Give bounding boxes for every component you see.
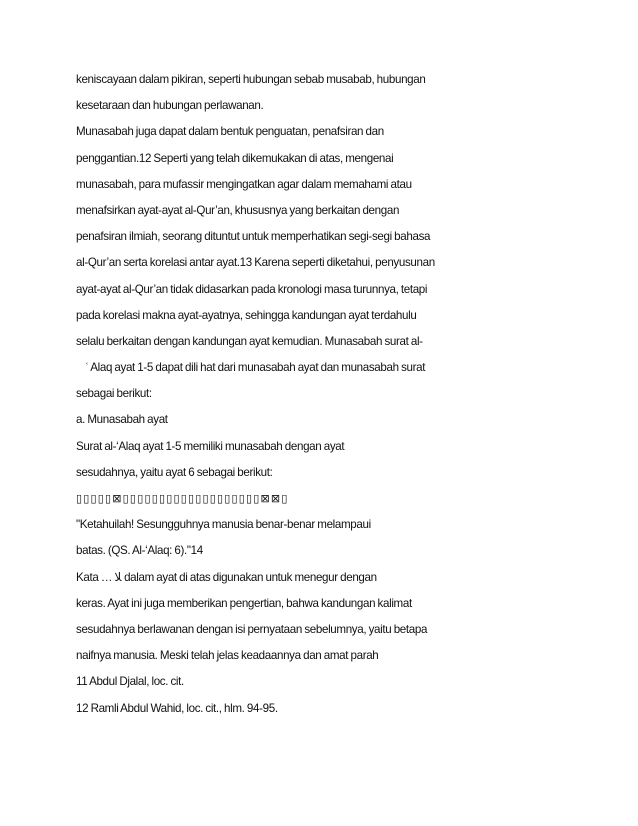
text-line: selalu berkaitan dengan kandungan ayat kemudian. Munasabah surat al- <box>76 334 423 348</box>
text-line: Surat al-‘Alaq ayat 1-5 memiliki munasabah dengan ayat <box>76 439 345 453</box>
section-heading: a. Munasabah ayat <box>76 413 168 427</box>
text-line: al-Qur’an serta korelasi antar ayat.13 Karena seperti diketahui, penyusunan <box>76 256 435 270</box>
text-line: penggantian.12 Seperti yang telah dikemukakan di atas, mengenai <box>76 151 394 165</box>
text-line: keras. Ayat ini juga memberikan pengertian, bahwa kandungan kalimat <box>76 596 412 610</box>
text-line: sebagai berikut: <box>76 387 152 401</box>
text-line: munasabah, para mufassir mengingatkan agar dalam memahami atau <box>76 177 412 191</box>
verse-translation: "Ketahuilah! Sesungguhnya manusia benar-benar melampaui <box>76 518 371 532</box>
text-line: keniscayaan dalam pikiran, seperti hubungan sebab musabab, hubungan <box>76 73 426 86</box>
text-line: naifnya manusia. Meski telah jelas keadaannya dan amat parah <box>76 649 379 663</box>
text-line: sesudahnya, yaitu ayat 6 sebagai berikut: <box>76 465 273 479</box>
footnote: 12 Ramli Abdul Wahid, loc. cit., hlm. 94-95. <box>76 701 278 715</box>
text-line: menafsirkan ayat-ayat al-Qur’an, khususnya yang berkaitan dengan <box>76 203 400 217</box>
verse-citation: batas. (QS. Al-‘Alaq: 6)."14 <box>76 544 203 558</box>
text-line: sesudahnya berlawanan dengan isi pernyataan sebelumnya, yaitu betapa <box>76 622 428 636</box>
text-line: penafsiran ilmiah, seorang dituntut untuk memperhatikan segi-segi bahasa <box>76 230 431 244</box>
text-line: Munasabah juga dapat dalam bentuk penguatan, penafsiran dan <box>76 125 384 139</box>
text-line: ʿ Alaq ayat 1-5 dapat dili hat dari munasabah ayat dan munasabah surat <box>85 361 426 375</box>
document-body <box>76 67 576 722</box>
text-line: Kata … ﻼ dalam ayat di atas digunakan untuk menegur dengan <box>76 570 377 584</box>
text-line: kesetaraan dan hubungan perlawanan. <box>76 99 264 113</box>
footnote: 11 Abdul Djalal, loc. cit. <box>76 675 184 689</box>
arabic-verse-placeholder: ▯▯▯▯▯⊠▯▯▯▯▯▯▯▯▯▯▯▯▯▯▯▯▯▯▯⊠⊠▯ <box>76 493 289 505</box>
text-line: pada korelasi makna ayat-ayatnya, sehingga kandungan ayat terdahulu <box>76 308 417 322</box>
text-line: ayat-ayat al-Qur’an tidak didasarkan pada kronologi masa turunnya, tetapi <box>76 282 428 296</box>
